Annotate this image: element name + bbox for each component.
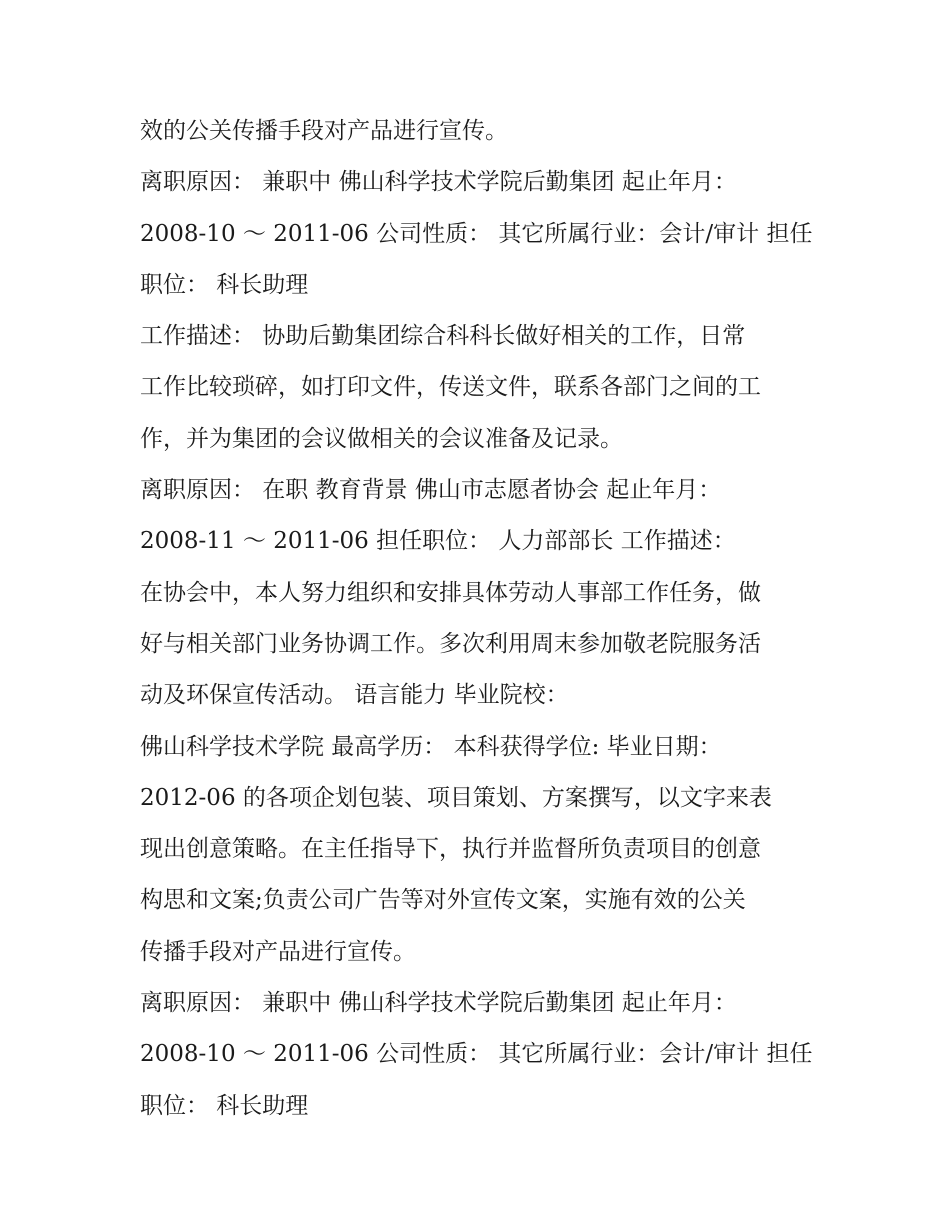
document-body (140, 106, 830, 1132)
text-line: 离职原因： 在职 教育背景 佛山市志愿者协会 起止年月： (140, 477, 722, 504)
text-line: 在协会中，本人努力组织和安排具体劳动人事部工作任务，做 (140, 579, 761, 606)
text-line: 职位： 科长助理 (140, 271, 309, 298)
text-line: 工作描述： 协助后勤集团综合科科长做好相关的工作，日常 (140, 323, 746, 350)
text-line: 好与相关部门业务协调工作。多次利用周末参加敬老院服务活 (140, 630, 761, 657)
text-line: 2008-11 ～ 2011-06 担任职位： 人力部部长 工作描述： (140, 528, 736, 555)
text-line: 工作比较琐碎，如打印文件，传送文件，联系各部门之间的工 (140, 374, 761, 401)
text-line: 作，并为集团的会议做相关的会议准备及记录。 (140, 425, 623, 452)
text-line: 职位： 科长助理 (140, 1092, 309, 1119)
text-line: 2008-10 ～ 2011-06 公司性质： 其它所属行业：会计/审计 担任 (140, 220, 813, 247)
text-line: 现出创意策略。在主任指导下，执行并监督所负责项目的创意 (140, 836, 761, 863)
text-line: 动及环保宣传活动。 语言能力 毕业院校： (140, 682, 569, 709)
text-line: 2008-10 ～ 2011-06 公司性质： 其它所属行业：会计/审计 担任 (140, 1041, 813, 1068)
text-line: 离职原因： 兼职中 佛山科学技术学院后勤集团 起止年月： (140, 990, 737, 1017)
text-line: 离职原因： 兼职中 佛山科学技术学院后勤集团 起止年月： (140, 169, 737, 196)
text-line: 2012-06 的各项企划包装、项目策划、方案撰写，以文字来表 (140, 784, 772, 811)
text-line: 构思和文案;负责公司广告等对外宣传文案，实施有效的公关 (140, 887, 746, 914)
text-line: 传播手段对产品进行宣传。 (140, 938, 416, 965)
text-line: 佛山科学技术学院 最高学历： 本科获得学位: 毕业日期： (140, 733, 722, 760)
text-line: 效的公关传播手段对产品进行宣传。 (140, 118, 508, 144)
